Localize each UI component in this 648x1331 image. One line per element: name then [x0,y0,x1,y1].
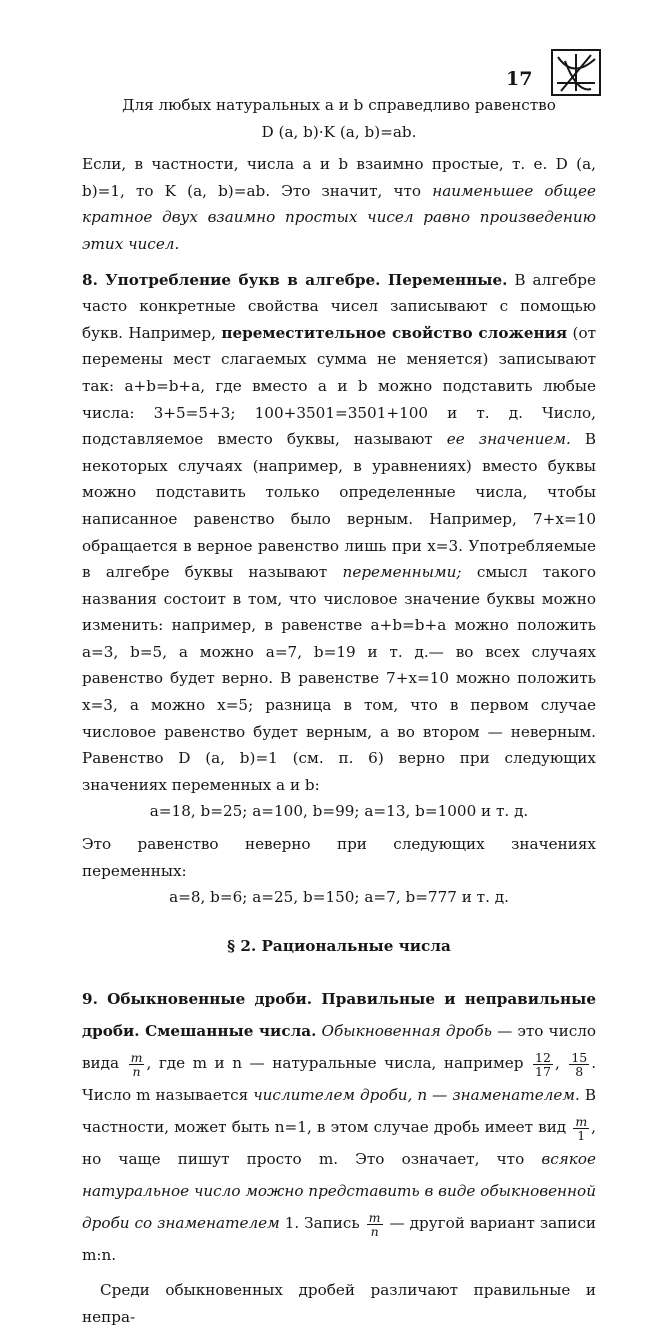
paragraph-variables [82,267,596,799]
variables-text-1: В алгебре часто конкретные свойства чисел записывают с помощью букв. Например, [82,270,596,342]
formula-gcd-lcm: D (a, b)·K (a, b)=ab. [261,122,417,141]
commutative-property-term: переместительное свойство сложения [221,323,568,342]
fractions-text-7: — другой вариант записи m:n. [82,1214,597,1265]
variables-text-2: (от перемены мест слагаемых сумма не меняется) записывают так: a+b=b+a, где вместо a и b можно подставить любые числа: 3+5=5+3; 100+3501=3501+100 и т. д. Число, подставляемое вместо буквы, называют [82,323,596,449]
variables-text-4: смысл такого названия состоит в том, что числовое значение буквы можно изменить: например, в равенстве a+b=b+a можно положить a=3, b=5, а можно a=7, b=19 и т. д.— во всех случаях равенство будет верно. В равенстве 7+x=10 можно положить x=3, а можно x=5; разница в том, что в первом случае числовое равенство будет верным, а во втором — неверным. Равенство D (a, b)=1 (см. п. 6) верно при следующих значениях переменных a и b: [82,563,596,794]
fraction-m-over-1: $\frac{m}{1}$ [575,1113,588,1143]
page-content [82,92,596,1331]
function-graph-icon [551,49,601,96]
section-title: § 2. Рациональные числа [227,936,451,955]
paragraph-proper-improper: Среди обыкновенных дробей различают правильные и непра- [82,1281,596,1326]
fractions-text-3: . Число m называется [82,1054,597,1105]
variables-text-3: В некоторых случаях (например, в уравнениях) вместо буквы можно подставить только определенные числа, чтобы написанное равенство было верным. Например, 7+x=10 обращается в верное равенство лишь при x=3. Употребляемые в алгебре буквы называют [82,430,597,582]
fractions-text-1: — это число вида [82,1022,596,1073]
fractions-text-4: В частности, может быть n=1, в этом случае дробь имеет вид [82,1086,596,1137]
fractions-text-6: 1. Запись [284,1214,360,1233]
fraction-m-over-n: $\frac{m}{n}$ [130,1049,143,1079]
item-9-heading: 9. Обыкновенные дроби. Правильные и неправильные дроби. Смешанные числа. [82,990,596,1041]
value-term: ее значением. [446,430,571,449]
page-number: 17 [506,68,533,90]
fractions-text-5: , но чаще пишут просто m. Это означает, что [82,1118,596,1169]
fraction-12-over-17: $\frac{12}{17}$ [535,1049,551,1079]
paragraph-gcd-lcm-intro: Для любых натуральных a и b справедливо равенство [122,96,556,114]
common-fraction-term: Обыкновенная дробь [321,1022,492,1041]
formula-false-values: a=8, b=6; a=25, b=150; a=7, b=777 и т. д. [169,888,509,907]
natural-number-rule: всякое натуральное число можно представить в виде обыкновенной дроби со знаменателем [82,1150,597,1233]
fraction-m-over-n-2: $\frac{m}{n}$ [368,1209,381,1239]
coprime-text: Если, в частности, числа a и b взаимно простые, т. е. D (a, b)=1, то K (a, b)=ab. Это значит, что [82,155,596,200]
formula-true-values: a=18, b=25; a=100, b=99; a=13, b=1000 и т. д. [149,802,529,821]
item-8-heading: 8. Употребление букв в алгебре. Переменные. [82,270,508,289]
variables-term: переменными; [342,563,462,582]
fractions-text-2: , где m и n — натуральные числа, например [146,1054,524,1073]
numerator-denominator-terms: числителем дроби, n — знаменателем. [253,1086,580,1105]
coprime-rule: наименьшее общее кратное двух взаимно простых чисел равно произведению этих чисел. [82,181,596,253]
fraction-15-over-8: $\frac{15}{8}$ [571,1049,588,1079]
paragraph-fractions [82,983,596,1271]
paragraph-false-values: Это равенство неверно при следующих значениях переменных: [82,835,596,880]
comma: , [554,1054,560,1073]
paragraph-coprime [82,151,596,257]
